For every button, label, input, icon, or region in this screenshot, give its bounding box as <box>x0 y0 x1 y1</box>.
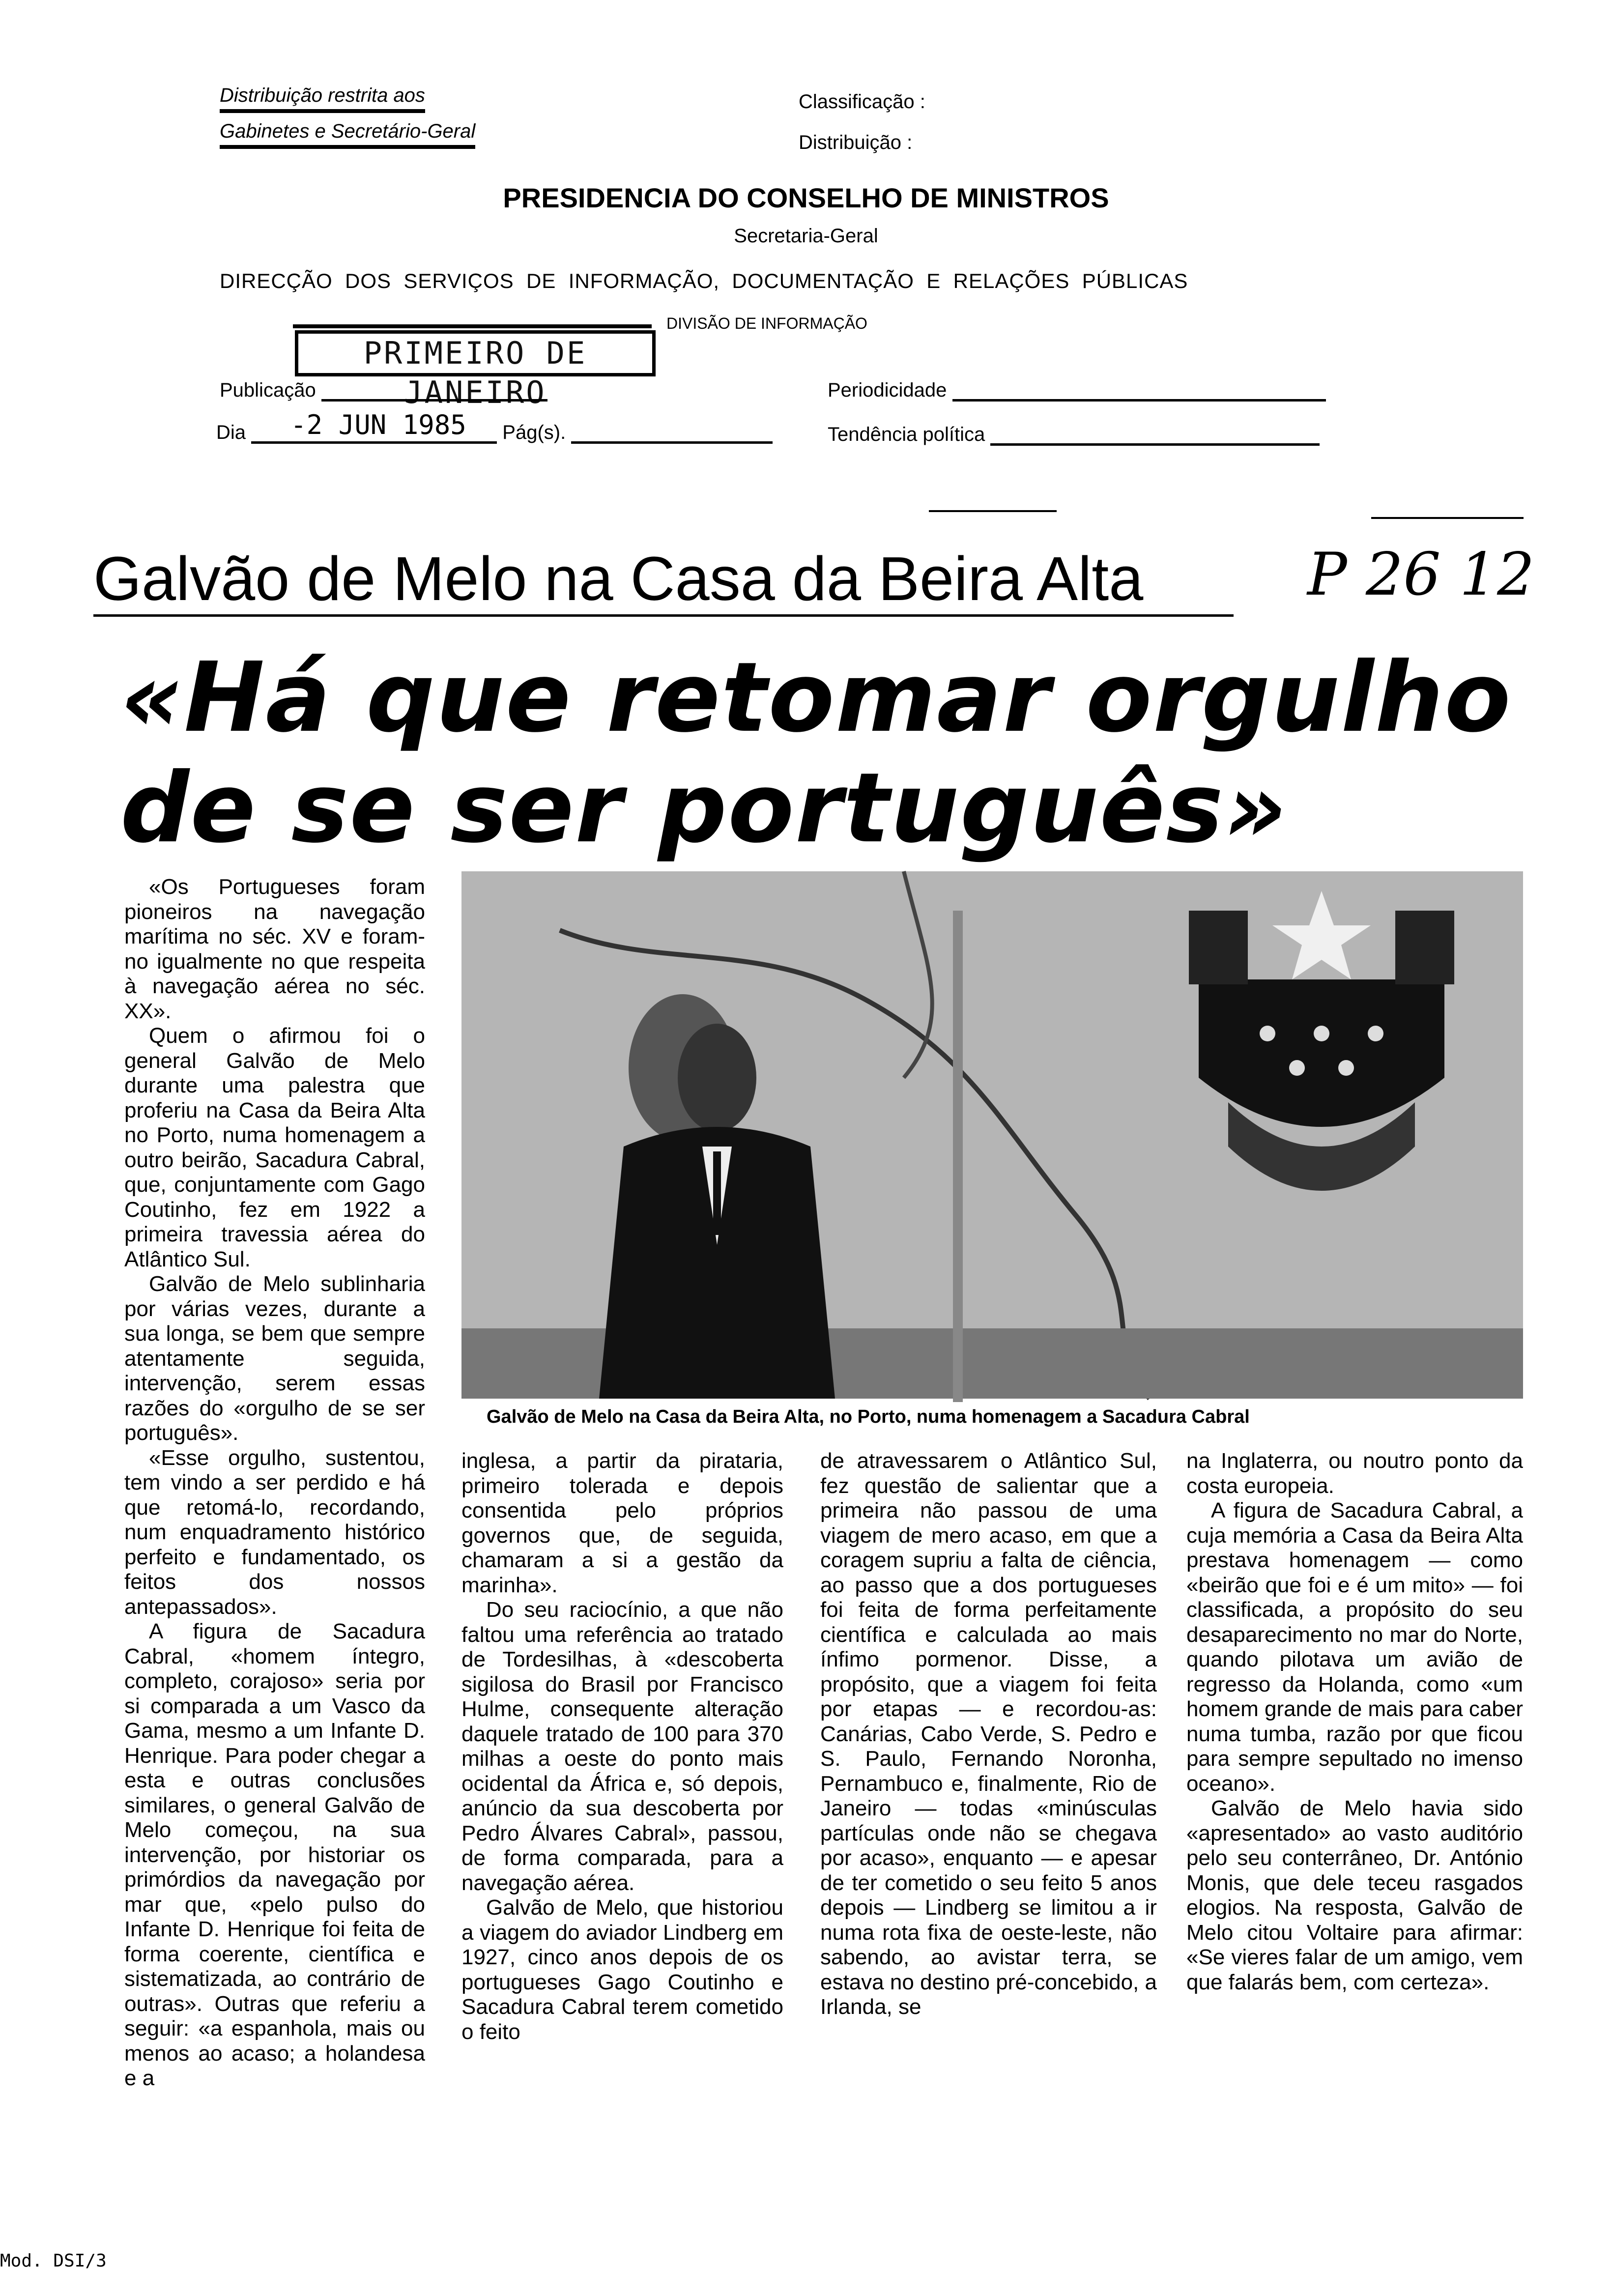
paragraph: «Os Portugueses foram pioneiros na navegação marítima no séc. XV e foram-no igualmente no que respeita à navegação aérea no séc. XX». <box>124 875 425 1023</box>
article-column-3 <box>820 1449 1157 2020</box>
pags-label: Pág(s). <box>502 422 566 443</box>
periodicidade-line <box>952 379 1326 402</box>
paragraph: A figura de Sacadura Cabral, a cuja memória a Casa da Beira Alta prestava homenagem — como «beirão que foi e é um mito» — foi classificada, a propósito do seu desaparecimento no mar do Norte, quando pilotava um avião de regresso da Holanda, como «um homem grande de mais para caber numa tumba, razão por que ficou para sempre sepultado no imenso oceano». <box>1186 1498 1523 1796</box>
restriction-text-2: Gabinetes e Secretário-Geral <box>220 120 475 149</box>
article-column-1 <box>124 875 425 2091</box>
headline-line-2: de se ser português» <box>120 752 1288 864</box>
pags-line <box>571 422 773 444</box>
article-kicker: Galvão de Melo na Casa da Beira Alta <box>93 544 1144 613</box>
clipping-rule <box>1371 517 1524 519</box>
periodicidade-field <box>828 379 1326 402</box>
directorate-title: DIRECÇÃO DOS SERVIÇOS DE INFORMAÇÃO, DOCUMENTAÇÃO E RELAÇÕES PÚBLICAS <box>220 269 1188 292</box>
division-label: DIVISÃO DE INFORMAÇÃO <box>666 315 867 332</box>
kicker-underline <box>93 614 1234 617</box>
paragraph: Galvão de Melo havia sido «apresentado» ao vasto auditório pelo seu conterrâneo, Dr. António Monis, que dele teceu rasgados elogios. Na resposta, Galvão de Melo citou Voltaire para afirmar: «Se vieres falar de um amigo, vem que falarás bem, com certeza». <box>1186 1796 1523 1994</box>
form-code: Mod. DSI/3 <box>0 2251 107 2271</box>
publication-field <box>220 379 547 402</box>
paragraph: de atravessarem o Atlântico Sul, fez questão de salientar que a primeira não passou de uma viagem de mero acaso, em que a coragem supriu a falta de ciência, ao passo que a dos portugueses foi feita de forma perfeitamente científica e calculada ao mais ínfimo pormenor. Disse, a propósito, que a viagem foi feita por etapas — e recordou-as: Canárias, Cabo Verde, S. Pedro e S. Paulo, Fernando Noronha, Pernambuco e, finalmente, Rio de Janeiro — todas «minúsculas partículas onde não se chegava por acaso», enquanto — e apesar de ter cometido o seu feito 5 anos depois — Lindberg se limitou a ir numa rota fixa de oeste-leste, não sabendo, ao avistar terra, se estava no destino pré-concebido, a Irlanda, se <box>820 1449 1157 2019</box>
handwritten-reference: P 26 12 <box>1307 541 1535 609</box>
photo-illustration <box>461 871 1523 1399</box>
restriction-text-1: Distribuição restrita aos <box>220 85 425 113</box>
publication-line <box>321 379 547 402</box>
publication-stamp: PRIMEIRO DE JANEIRO <box>295 330 656 376</box>
restriction-note-line1 <box>220 85 425 107</box>
paragraph: Quem o afirmou foi o general Galvão de Melo durante uma palestra que proferiu na Casa da Beira Alta no Porto, numa homenagem a outro beirão, Sacadura Cabral, que, conjuntamente com Gago Coutinho, fez em 1922 a primeira travessia aérea do Atlântico Sul. <box>124 1024 425 1271</box>
paragraph: Galvão de Melo, que historiou a viagem do aviador Lindberg em 1927, cinco anos depois de os portugueses Gago Coutinho e Sacadura Cabral terem cometido o feito <box>461 1895 783 2044</box>
article-column-2 <box>461 1449 783 2044</box>
clipping-rule <box>929 510 1057 512</box>
classificacao-label: Classificação : <box>799 91 925 113</box>
photo-caption: Galvão de Melo na Casa da Beira Alta, no Porto, numa homenagem a Sacadura Cabral <box>487 1406 1250 1427</box>
date-stamp: -2 JUN 1985 <box>290 409 466 440</box>
periodicidade-label: Periodicidade <box>828 379 947 401</box>
paragraph: Do seu raciocínio, a que não faltou uma referência ao tratado de Tordesilhas, à «descoberta sigilosa do Brasil por Francisco Hulme, consequente alteração daquele tratado de 100 para 370 milhas a oeste do ponto mais ocidental da África e, só depois, anúncio da sua descoberta por Pedro Álvares Cabral», passou, de forma comparada, para a navegação aérea. <box>461 1598 783 1895</box>
org-subtitle: Secretaria-Geral <box>734 225 878 247</box>
paragraph: A figura de Sacadura Cabral, «homem íntegro, completo, corajoso» seria por si comparada a um Vasco da Gama, mesmo a um Infante D. Henrique. Para poder chegar a esta e outras conclusões similares, o general Galvão de Melo começou, na sua intervenção, por historiar os primórdios da navegação por mar que, «pelo pulso do Infante D. Henrique foi feita de forma coerente, científica e sistematizada, ao contrário de outras». Outras que referiu a seguir: «a espanhola, mais ou menos ao acaso; a holandesa e a <box>124 1619 425 2090</box>
article-photo <box>461 871 1523 1399</box>
dia-label: Dia <box>216 422 246 443</box>
dia-field <box>216 409 773 444</box>
stamp-top-rule <box>293 324 652 328</box>
tendencia-label: Tendência política <box>828 424 985 445</box>
paragraph: na Inglaterra, ou noutro ponto da costa europeia. <box>1186 1449 1523 1498</box>
headline-line-1: «Há que retomar orgulho <box>120 642 1512 754</box>
distribuicao-label: Distribuição : <box>799 132 913 153</box>
restriction-note-line2 <box>220 120 475 143</box>
tendencia-line <box>990 424 1320 446</box>
dia-line <box>251 409 497 444</box>
paragraph: Galvão de Melo sublinharia por várias vezes, durante a sua longa, se bem que sempre atentamente seguida, intervenção, serem essas razões do «orgulho de se ser português». <box>124 1272 425 1445</box>
tendencia-field <box>828 424 1320 446</box>
publication-label: Publicação <box>220 379 316 401</box>
paragraph: inglesa, a partir da pirataria, primeiro tolerada e depois consentida pelo próprios governos que, de seguida, chamaram a si a gestão da marinha». <box>461 1449 783 1597</box>
paragraph: «Esse orgulho, sustentou, tem vindo a ser perdido e há que retomá-lo, recordando, num enquadramento histórico perfeito e fundamentado, os feitos dos nossos antepassados». <box>124 1445 425 1619</box>
org-title: PRESIDENCIA DO CONSELHO DE MINISTROS <box>503 182 1109 213</box>
article-column-4 <box>1186 1449 1523 1995</box>
